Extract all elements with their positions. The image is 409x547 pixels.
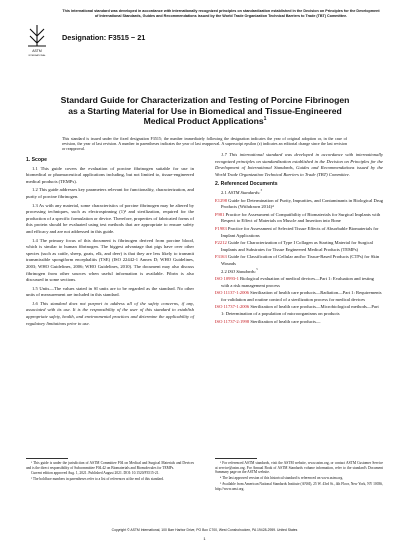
- scope-paragraph: 1.7 This international standard was developed in accordance with internationally recognized principles on standardization established in the Decision on Principles for the Development of International Standards, Guides and Recommendations issued by the World Trade Organization Technical Barriers to Trade (TBT) Committee.: [215, 152, 383, 177]
- page-number: 1: [203, 536, 206, 541]
- footnote: Current edition approved Aug. 1, 2021. Published August 2021. DOI: 10.1520/F3515-21.: [31, 471, 160, 476]
- iso-reference-list: [215, 276, 383, 325]
- reference-link[interactable]: F2212: [215, 240, 227, 246]
- footnote: ³ For referenced ASTM standards, visit the ASTM website, www.astm.org, or contact ASTM Customer Service at service@astm.org. For Annual Book of ASTM Standards volume information, refer to the standard's Document Summary page on the ASTM website.: [215, 461, 383, 475]
- reference-link[interactable]: F1983: [215, 225, 227, 231]
- issuance-note: This standard is issued under the fixed designation F3515; the number immediately following the designation indicates the year of original adoption or, in the case of revision, the year of last revision. A number in parentheses indicates the year of last reapproval. A superscript epsilon (ε) indicates an editorial change since the last revision or reapproval.: [62, 136, 347, 152]
- svg-text:INTERNATIONAL: INTERNATIONAL: [28, 55, 46, 57]
- astm-logo-icon: [26, 24, 48, 58]
- left-column: [26, 154, 194, 329]
- reference-item: ISO 10993-1 Biological evaluation of medical devices—Part 1: Evaluation and testing with a risk management process: [215, 276, 374, 288]
- reference-item: F981 Practice for Assessment of Compatibility of Biomaterials for Surgical Implants with Respect to Effect of Materials on Muscle and Insertion into Bone: [215, 211, 381, 224]
- svg-text:ASTM: ASTM: [32, 49, 42, 53]
- footnote-divider: [215, 458, 257, 459]
- title-text: Standard Guide for Characterization and Testing of Porcine Fibrinogen as a Starting Material for Use in Biomedical and Tissue-Engineered Medical Product Applications: [60, 95, 350, 126]
- reference-item: F2212 Guide for Characterization of Type I Collagen as Starting Material for Surgical Implants and Substrates for Tissue Engineered Medical Products (TEMPs): [215, 240, 373, 252]
- reference-item: F3163 Guide for Classification of Cellular and/or Tissue-Based Products (CTPs) for Skin Wounds: [215, 254, 380, 266]
- scope-heading: 1. Scope: [26, 157, 47, 163]
- document-title: [60, 95, 350, 127]
- reference-item: ISO 11737-2:1998 Sterilization of health care products—: [215, 318, 321, 324]
- scope-paragraph: 1.5 Units—The values stated in SI units are to be regarded as the standard. No other units of measurement are included in this standard.: [26, 285, 194, 298]
- reference-link[interactable]: ISO 11737-1:2006: [215, 304, 250, 310]
- designation: Designation: F3515 − 21: [62, 33, 146, 42]
- footnote: ¹ This guide is under the jurisdiction of ASTM Committee F04 on Medical and Surgical Materials and Devices and is the direct responsibility of Subcommittee F04.42 on Biomaterials and Biomolecules for TEMPs.: [26, 461, 194, 470]
- footnotes-right: [215, 461, 383, 492]
- scope-paragraph: 1.6 This standard does not purport to address all of the safety concerns, if any, associated with its use. It is the responsibility of the user of this standard to establish appropriate safety, health, and environmental practices and determine the applicability of regulatory limitations prior to use.: [26, 300, 194, 326]
- references-heading: 2. Referenced Documents: [215, 181, 278, 188]
- reference-link[interactable]: F981: [215, 211, 225, 217]
- footnote: ² The boldface numbers in parentheses refer to a list of references at the end of this standard.: [31, 477, 164, 482]
- reference-item: E1298 Guide for Determination of Purity, Impurities, and Contaminants in Biological Drug Products (Withdrawn 2014)⁴: [215, 197, 383, 210]
- reference-item: ISO 11137-1:2006 Sterilization of health care products—Radiation—Part 1: Requirements for validation and routine control of a sterilization process for medical devices: [215, 290, 382, 302]
- reference-link[interactable]: ISO 11737-2:1998: [215, 318, 250, 324]
- title-footnote-mark: 1: [263, 116, 267, 123]
- scope-paragraph: 1.1 This guide covers the evaluation of porcine fibrinogen suitable for use in biomedical or pharmaceutical applications including, but not limited to, tissue-engineered medical products (TEMPs).: [26, 165, 194, 184]
- iso-standards-heading: 2.2 ISO Standards:$^5$: [221, 266, 258, 274]
- footnote-divider: [26, 458, 68, 459]
- reference-item: ISO 11737-1:2006 Sterilization of health care products—Microbiological methods—Part 1: Determination of a population of microorganisms on products: [215, 304, 379, 317]
- reference-link[interactable]: ISO 10993-1: [215, 276, 239, 282]
- reference-item: F1983 Practice for Assessment of Selected Tissue Effects of Absorbable Biomaterials for Implant Applications: [215, 225, 379, 238]
- reference-link[interactable]: F3163: [215, 254, 227, 260]
- reference-link[interactable]: E1298: [215, 197, 227, 203]
- copyright-line: Copyright © ASTM International, 100 Barr Harbor Drive, PO Box C700, West Conshohocken, PA 19428-2959. United States: [111, 528, 298, 532]
- right-column: [215, 152, 383, 326]
- header-notice: This international standard was developed in accordance with internationally recognized principles on standardization established in the Decision on Principles for the Development of International Standards, Guides and Recommendations issued by the World Trade Organization Technical Barriers to Trade (TBT) Committee.: [62, 9, 380, 18]
- scope-paragraph: 1.2 This guide addresses key parameters relevant for functionality, characterization, and purity of porcine fibrinogen.: [26, 187, 194, 199]
- astm-standards-heading: 2.1 ASTM Standards:$^3$: [221, 188, 263, 195]
- reference-link[interactable]: ISO 11137-1:2006: [215, 290, 249, 296]
- footnote: ⁵ Available from American National Standards Institute (ANSI), 25 W. 43rd St., 4th Floor, New York, NY 10036, http://www.ansi.org.: [215, 481, 383, 491]
- scope-paragraph: 1.4 The primary focus of this document is fibrinogen derived from porcine blood, which is similar to human fibrinogen. The biggest advantage that pigs have over other species (such as cattle, sheep, goats, elk, and deer) is that they are less likely to transmit transmissible spongiform encephalitis (TSE) (ISO 22442-1 Annex D; WHO Guidelines, 2003; WHO Guidelines, 2006; WHO Guidelines, 2010). The document may also discuss fibrinogen from other sources when useful information is available. Fibrin is also discussed in some sections.: [26, 237, 194, 283]
- scope-paragraph: 1.3 As with any material, some characteristics of porcine fibrinogen may be altered by processing techniques, such as electrospinning (1)² and sterilization, required for the production of a specific formulation or device. Therefore, properties of fabricated forms of this protein should be evaluated using test methods that are appropriate to ensure safety and efficacy and are not addressed in this guide.: [26, 202, 194, 234]
- astm-reference-list: [215, 198, 383, 268]
- footnotes-left: [26, 461, 194, 483]
- footnote: ⁴ The last approved version of this historical standard is referenced on www.astm.org.: [220, 476, 344, 481]
